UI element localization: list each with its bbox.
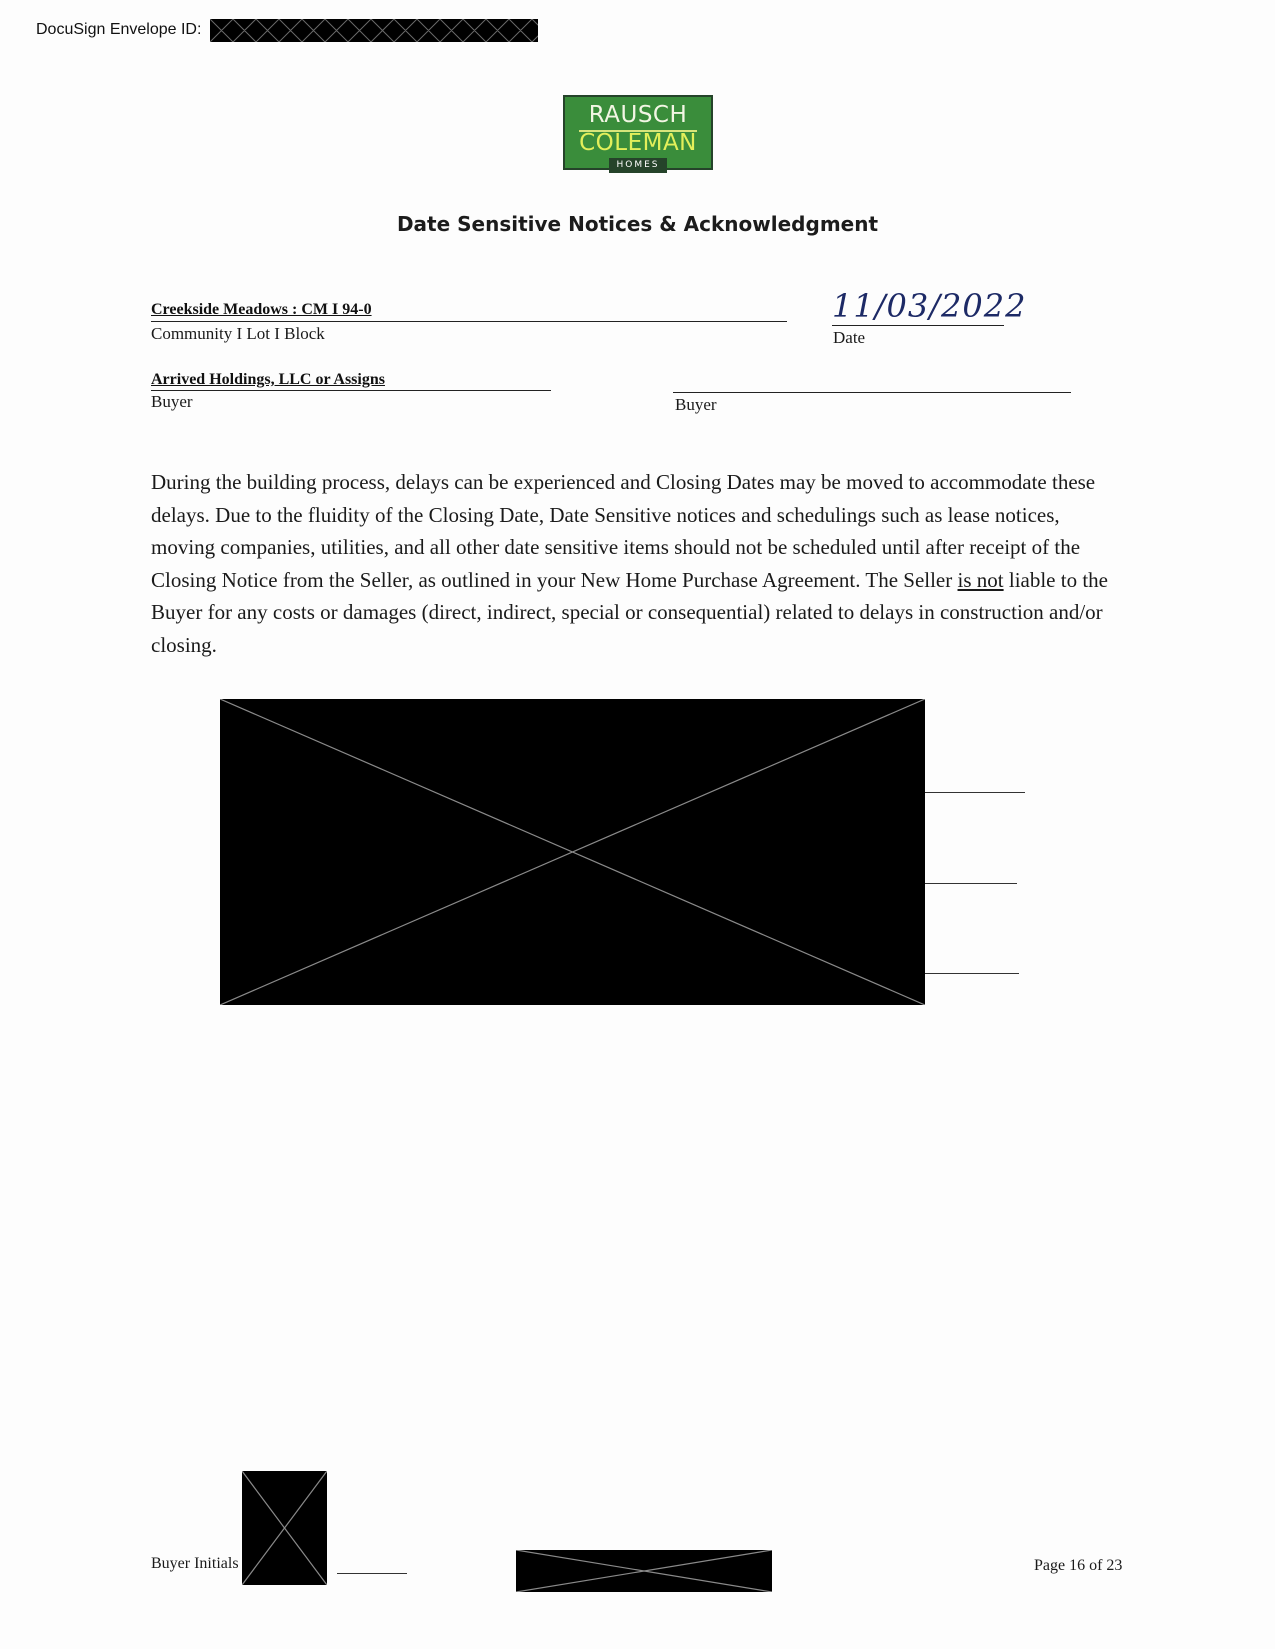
notice-paragraph xyxy=(151,466,1126,661)
notice-emphasis: is not xyxy=(957,567,1004,592)
date-underline xyxy=(832,325,1004,326)
company-logo xyxy=(563,95,713,177)
redaction-cross xyxy=(516,1550,772,1592)
notice-text-part2: liable to the Buyer for any costs or damages (direct, indirect, special or consequential) related to delays in construction and/or closing. xyxy=(151,567,1108,657)
signature-block-redaction xyxy=(220,699,925,1005)
buyer1-label: Buyer xyxy=(151,392,193,411)
community-lot-block-value: Creekside Meadows : CM I 94-0 xyxy=(151,301,372,318)
document-title: Date Sensitive Notices & Acknowledgment xyxy=(396,212,879,236)
initials-redaction xyxy=(242,1471,327,1585)
redaction-cross xyxy=(220,699,925,1005)
signature-line xyxy=(925,792,1025,793)
buyer2-label: Buyer xyxy=(675,395,717,414)
notice-text-part1: During the building process, delays can be experienced and Closing Dates may be moved to accommodate these delays. Due to the fluidity of the Closing Date, Date Sensitive notices and schedulings such as lease notices, moving companies, utilities, and all other date sensitive items should not be scheduled until after receipt of the Closing Notice from the Seller, as outlined in your New Home Purchase Agreement. The Seller xyxy=(151,470,1096,592)
redaction-cross xyxy=(242,1471,327,1585)
buyer1-underline xyxy=(151,390,551,391)
logo-text-homes: HOMES xyxy=(609,158,667,173)
page-number: Page 16 of 23 xyxy=(1034,1557,1123,1574)
community-lot-block-label: Community I Lot I Block xyxy=(151,324,325,343)
redaction-pattern xyxy=(210,19,538,42)
logo-text-coleman: COLEMAN xyxy=(579,130,697,156)
community-underline xyxy=(151,321,787,322)
date-label: Date xyxy=(833,328,866,347)
logo-text-rausch: RAUSCH xyxy=(588,102,688,128)
signature-line xyxy=(925,883,1017,884)
buyer-name-value: Arrived Holdings, LLC or Assigns xyxy=(151,371,385,388)
handwritten-date: 11/03/2022 xyxy=(832,287,1027,325)
envelope-id-label: DocuSign Envelope ID: xyxy=(36,21,202,38)
initials-line xyxy=(337,1573,407,1574)
buyer-initials-label: Buyer Initials xyxy=(151,1555,239,1572)
envelope-id-redaction xyxy=(210,19,538,42)
signature-line xyxy=(925,973,1019,974)
buyer2-underline xyxy=(673,392,1071,393)
footer-redaction xyxy=(516,1550,772,1592)
